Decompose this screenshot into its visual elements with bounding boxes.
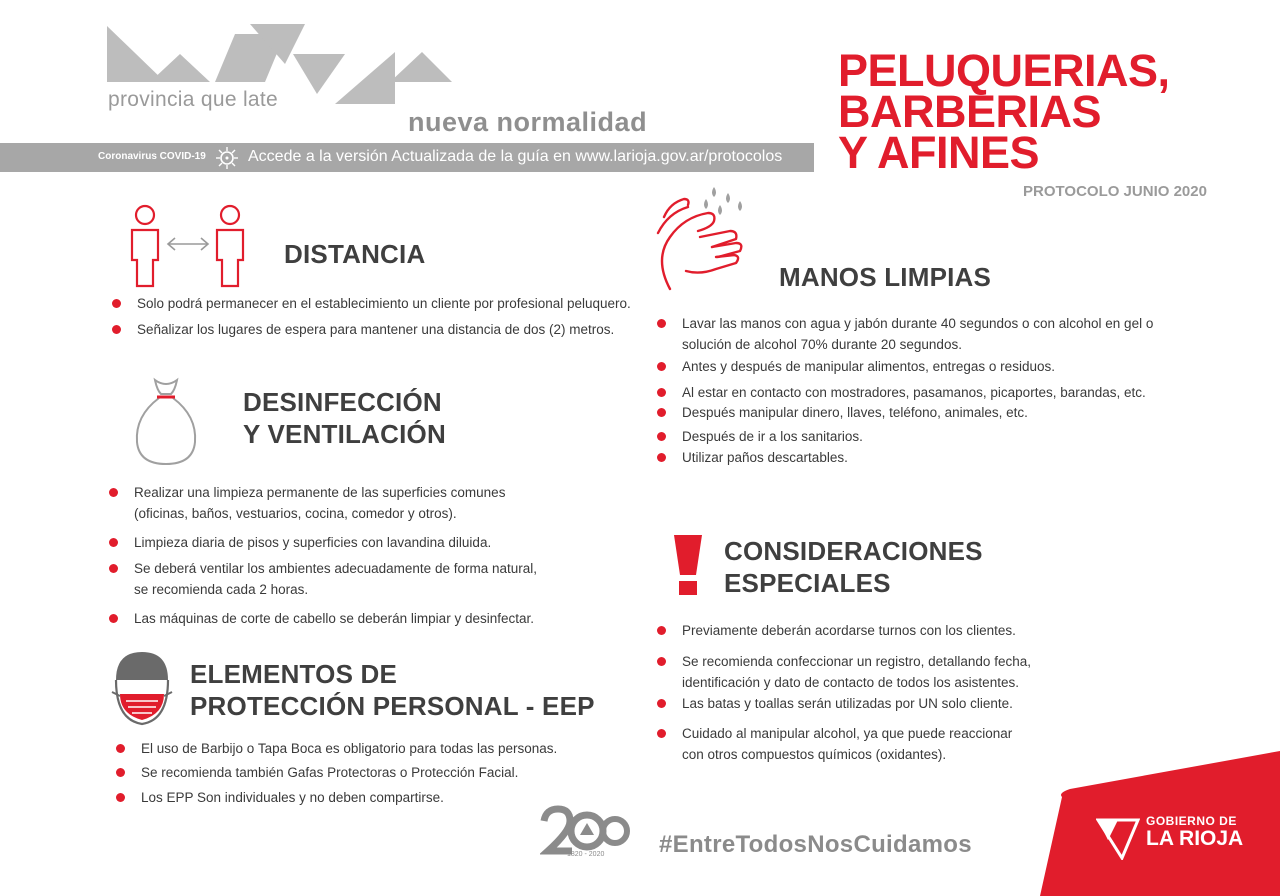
list-item: Al estar en contacto con mostradores, pasamanos, picaportes, barandas, etc. <box>657 382 1146 403</box>
page-title <box>838 45 1170 178</box>
list-item: Después manipular dinero, llaves, teléfono, animales, etc. <box>657 402 1028 423</box>
bullet-dot <box>112 325 121 334</box>
bullet-dot <box>112 299 121 308</box>
list-item: Solo podrá permanecer en el establecimiento un cliente por profesional peluquero. <box>112 293 631 314</box>
covid-virus-icon <box>215 146 239 170</box>
list-item: Señalizar los lugares de espera para mantener una distancia de dos (2) metros. <box>112 319 614 340</box>
list-item: Limpieza diaria de pisos y superficies con lavandina diluida. <box>109 532 491 553</box>
title-line: Y AFINES <box>838 127 1040 178</box>
list-item: El uso de Barbijo o Tapa Boca es obligatorio para todas las personas. <box>116 738 557 759</box>
gobierno-logo-icon <box>1096 818 1140 860</box>
bullet-dot <box>657 362 666 371</box>
bullet-dot <box>657 657 666 666</box>
logo-subtitle: nueva normalidad <box>408 107 648 137</box>
bicentenario-years: 1820 - 2020 <box>567 851 605 858</box>
gobierno-name: LA RIOJA <box>1146 827 1244 850</box>
protocol-date: PROTOCOLO JUNIO 2020 <box>1023 183 1207 200</box>
title-line: BARBERIAS <box>838 86 1102 137</box>
bullet-dot <box>657 699 666 708</box>
banner-tag: Coronavirus COVID-19 <box>98 151 206 162</box>
list-item: Los EPP Son individuales y no deben compartirse. <box>116 787 444 808</box>
bicentenario-seal-icon <box>540 805 632 857</box>
list-item: Previamente deberán acordarse turnos con los clientes. <box>657 620 1016 641</box>
bullet-dot <box>657 729 666 738</box>
section-heading-desinfeccion: DESINFECCIÓN Y VENTILACIÓN <box>243 387 446 449</box>
section-heading-eep: ELEMENTOS DE PROTECCIÓN PERSONAL - EEP <box>190 659 595 721</box>
list-item: Las máquinas de corte de cabello se deberán limpiar y desinfectar. <box>109 608 534 629</box>
bullet-dot <box>109 488 118 497</box>
banner-link-text[interactable]: Accede a la versión Actualizada de la guía en www.larioja.gov.ar/protocolos <box>248 148 783 165</box>
list-item: Cuidado al manipular alcohol, ya que puede reaccionar con otros compuestos químicos (oxidantes). <box>657 723 1012 765</box>
hashtag: #EntreTodosNosCuidamos <box>659 831 972 858</box>
logo-tagline: provincia que late <box>108 88 279 111</box>
gobierno-label: GOBIERNO DE <box>1146 814 1237 828</box>
list-item: Realizar una limpieza permanente de las superficies comunes (oficinas, baños, vestuarios, cocina, comedor y otros). <box>109 482 505 524</box>
masked-face-icon <box>110 650 174 726</box>
bullet-dot <box>657 408 666 417</box>
list-item: Lavar las manos con agua y jabón durante 40 segundos o con alcohol en gel o solución de alcohol 70% durante 20 segundos. <box>657 313 1153 355</box>
list-item: Utilizar paños descartables. <box>657 447 848 468</box>
bullet-dot <box>657 432 666 441</box>
section-heading-manos: MANOS LIMPIAS <box>779 262 992 292</box>
list-item: Después de ir a los sanitarios. <box>657 426 863 447</box>
bullet-dot <box>116 768 125 777</box>
bullet-dot <box>657 388 666 397</box>
list-item: Se deberá ventilar los ambientes adecuadamente de forma natural, se recomienda cada 2 horas. <box>109 558 537 600</box>
list-item: Se recomienda confeccionar un registro, detallando fecha, identificación y dato de contacto de todos los asistentes. <box>657 651 1031 693</box>
list-item: Se recomienda también Gafas Protectoras o Protección Facial. <box>116 762 518 783</box>
title-line: PELUQUERIAS, <box>838 45 1170 96</box>
people-distance-icon <box>124 202 250 288</box>
exclamation-icon <box>668 535 708 597</box>
section-heading-distancia: DISTANCIA <box>284 239 426 269</box>
washing-hands-icon <box>654 181 750 293</box>
protocol-banner <box>0 143 814 172</box>
section-heading-consideraciones: CONSIDERACIONES ESPECIALES <box>724 536 983 598</box>
bullet-dot <box>116 793 125 802</box>
bullet-dot <box>657 626 666 635</box>
bullet-dot <box>116 744 125 753</box>
bullet-dot <box>109 538 118 547</box>
bullet-dot <box>109 614 118 623</box>
list-item: Las batas y toallas serán utilizadas por UN solo cliente. <box>657 693 1013 714</box>
bullet-dot <box>657 319 666 328</box>
bullet-dot <box>109 564 118 573</box>
list-item: Antes y después de manipular alimentos, entregas o residuos. <box>657 356 1055 377</box>
bullet-dot <box>657 453 666 462</box>
trash-bag-icon <box>133 376 199 468</box>
